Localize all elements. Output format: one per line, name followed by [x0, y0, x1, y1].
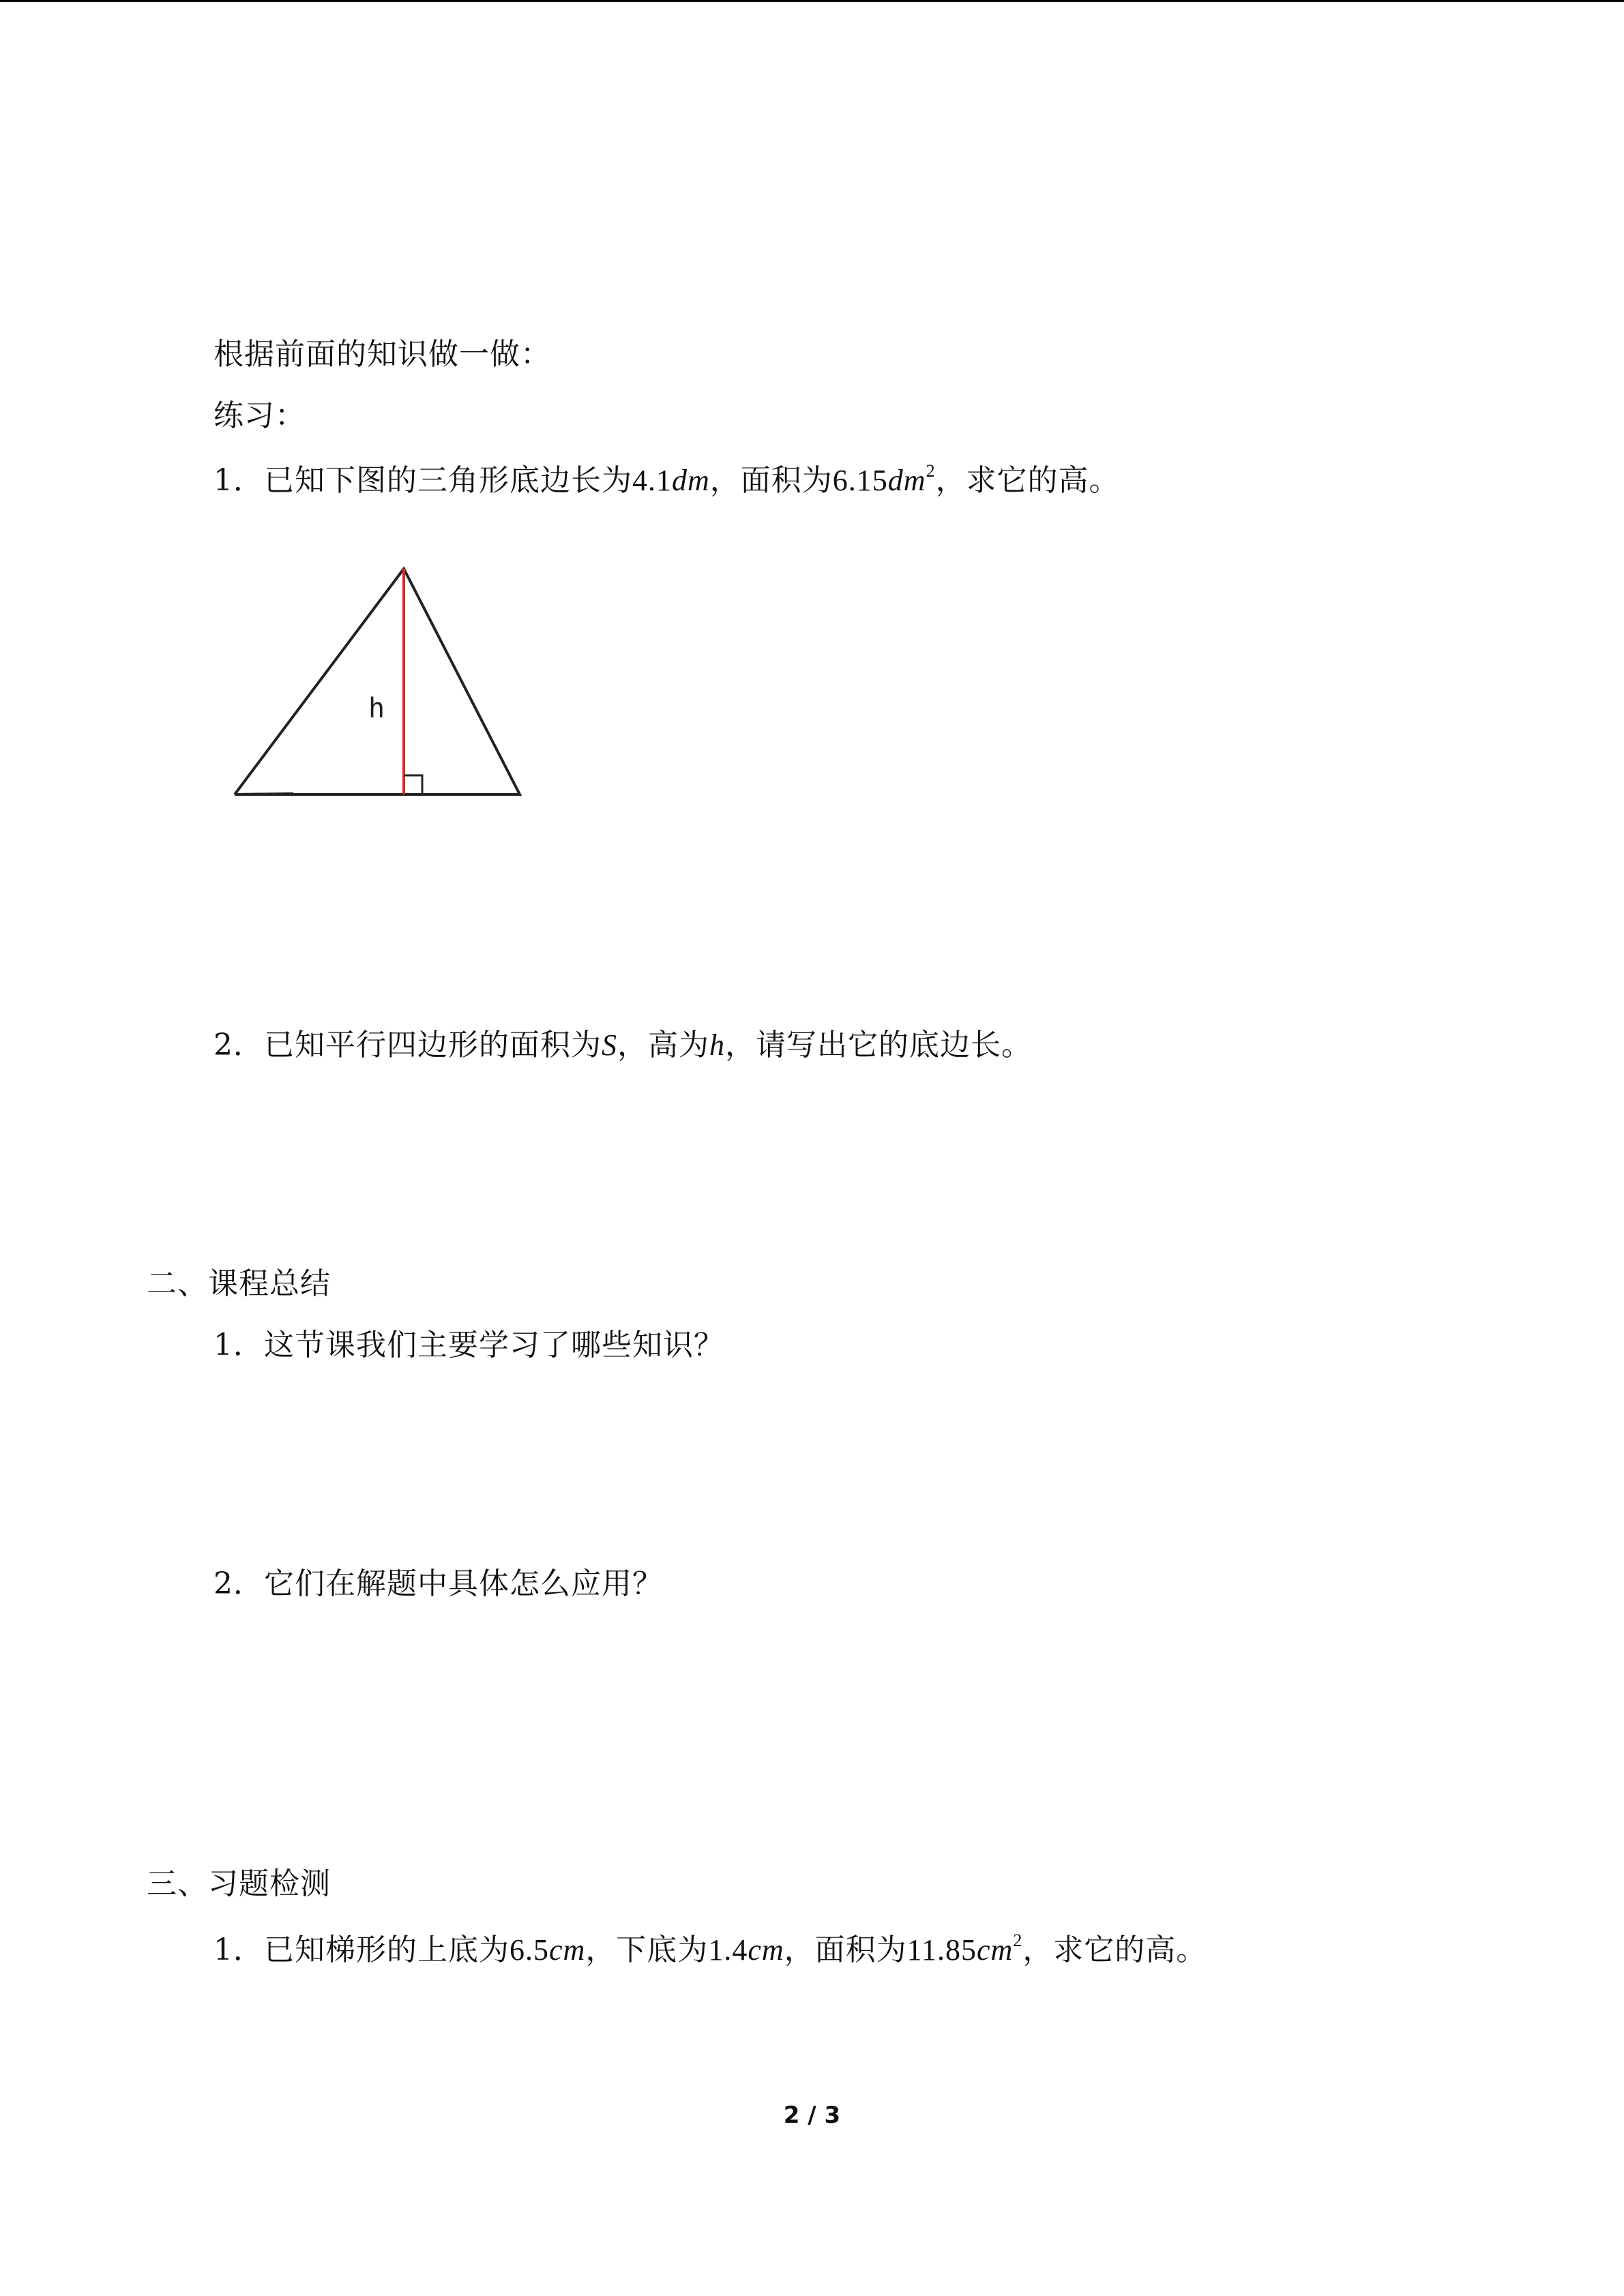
triangle-figure: [225, 559, 539, 805]
question-text: 已知梯形的上底为: [264, 1933, 510, 1967]
upper-base-value: 6.5: [510, 1933, 549, 1967]
top-border-rule: [0, 0, 1624, 2]
triangle-outline: [235, 569, 520, 794]
question-text: ，求它的高。: [1022, 1933, 1207, 1967]
lower-base-unit: cm: [748, 1933, 784, 1967]
area-unit: cm: [977, 1933, 1014, 1967]
area-unit-exponent: 2: [926, 461, 936, 481]
area-value: 11.85: [906, 1933, 977, 1967]
question-text: ，面积为: [709, 463, 833, 498]
base-length-unit: dm: [672, 464, 710, 497]
practice-label: 练习：: [213, 398, 306, 433]
question-number: 1．: [213, 1933, 264, 1967]
question-text: ，请写出它的底边长。: [725, 1028, 1032, 1062]
question-text: ，求它的高。: [935, 463, 1120, 498]
practice-question-2: [213, 1025, 1032, 1066]
lower-base-value: 1.4: [708, 1933, 748, 1967]
question-number: 1．: [213, 463, 264, 498]
practice-question-1: [213, 460, 1120, 501]
section-2-title: 二、课程总结: [147, 1266, 331, 1301]
area-unit-exponent: 2: [1013, 1930, 1023, 1950]
question-text: 已知下图的三角形底边长为: [264, 463, 632, 498]
area-value: 6.15: [832, 464, 888, 497]
right-angle-marker: [404, 775, 422, 794]
question-text: 已知平行四边形的面积为: [264, 1028, 602, 1062]
section-3-title: 三、习题检测: [147, 1866, 331, 1901]
exercise-question-1: [213, 1930, 1207, 1971]
question-text: ，下底为: [585, 1933, 709, 1967]
upper-base-unit: cm: [549, 1933, 586, 1967]
summary-question-1: 1．这节课我们主要学习了哪些知识？: [213, 1328, 724, 1362]
question-text: ，面积为: [784, 1933, 907, 1967]
page-number: 2 / 3: [783, 2102, 841, 2129]
height-symbol: h: [709, 1028, 725, 1062]
question-text: ，高为: [617, 1028, 709, 1062]
height-label: h: [368, 693, 385, 724]
area-unit: dm: [887, 464, 926, 497]
base-length-value: 4.1: [632, 464, 672, 497]
area-symbol: S: [602, 1028, 617, 1062]
intro-text: 根据前面的知识做一做：: [213, 337, 551, 372]
summary-question-2: 2．它们在解题中具体怎么应用？: [213, 1566, 663, 1601]
question-number: 2．: [213, 1028, 264, 1062]
